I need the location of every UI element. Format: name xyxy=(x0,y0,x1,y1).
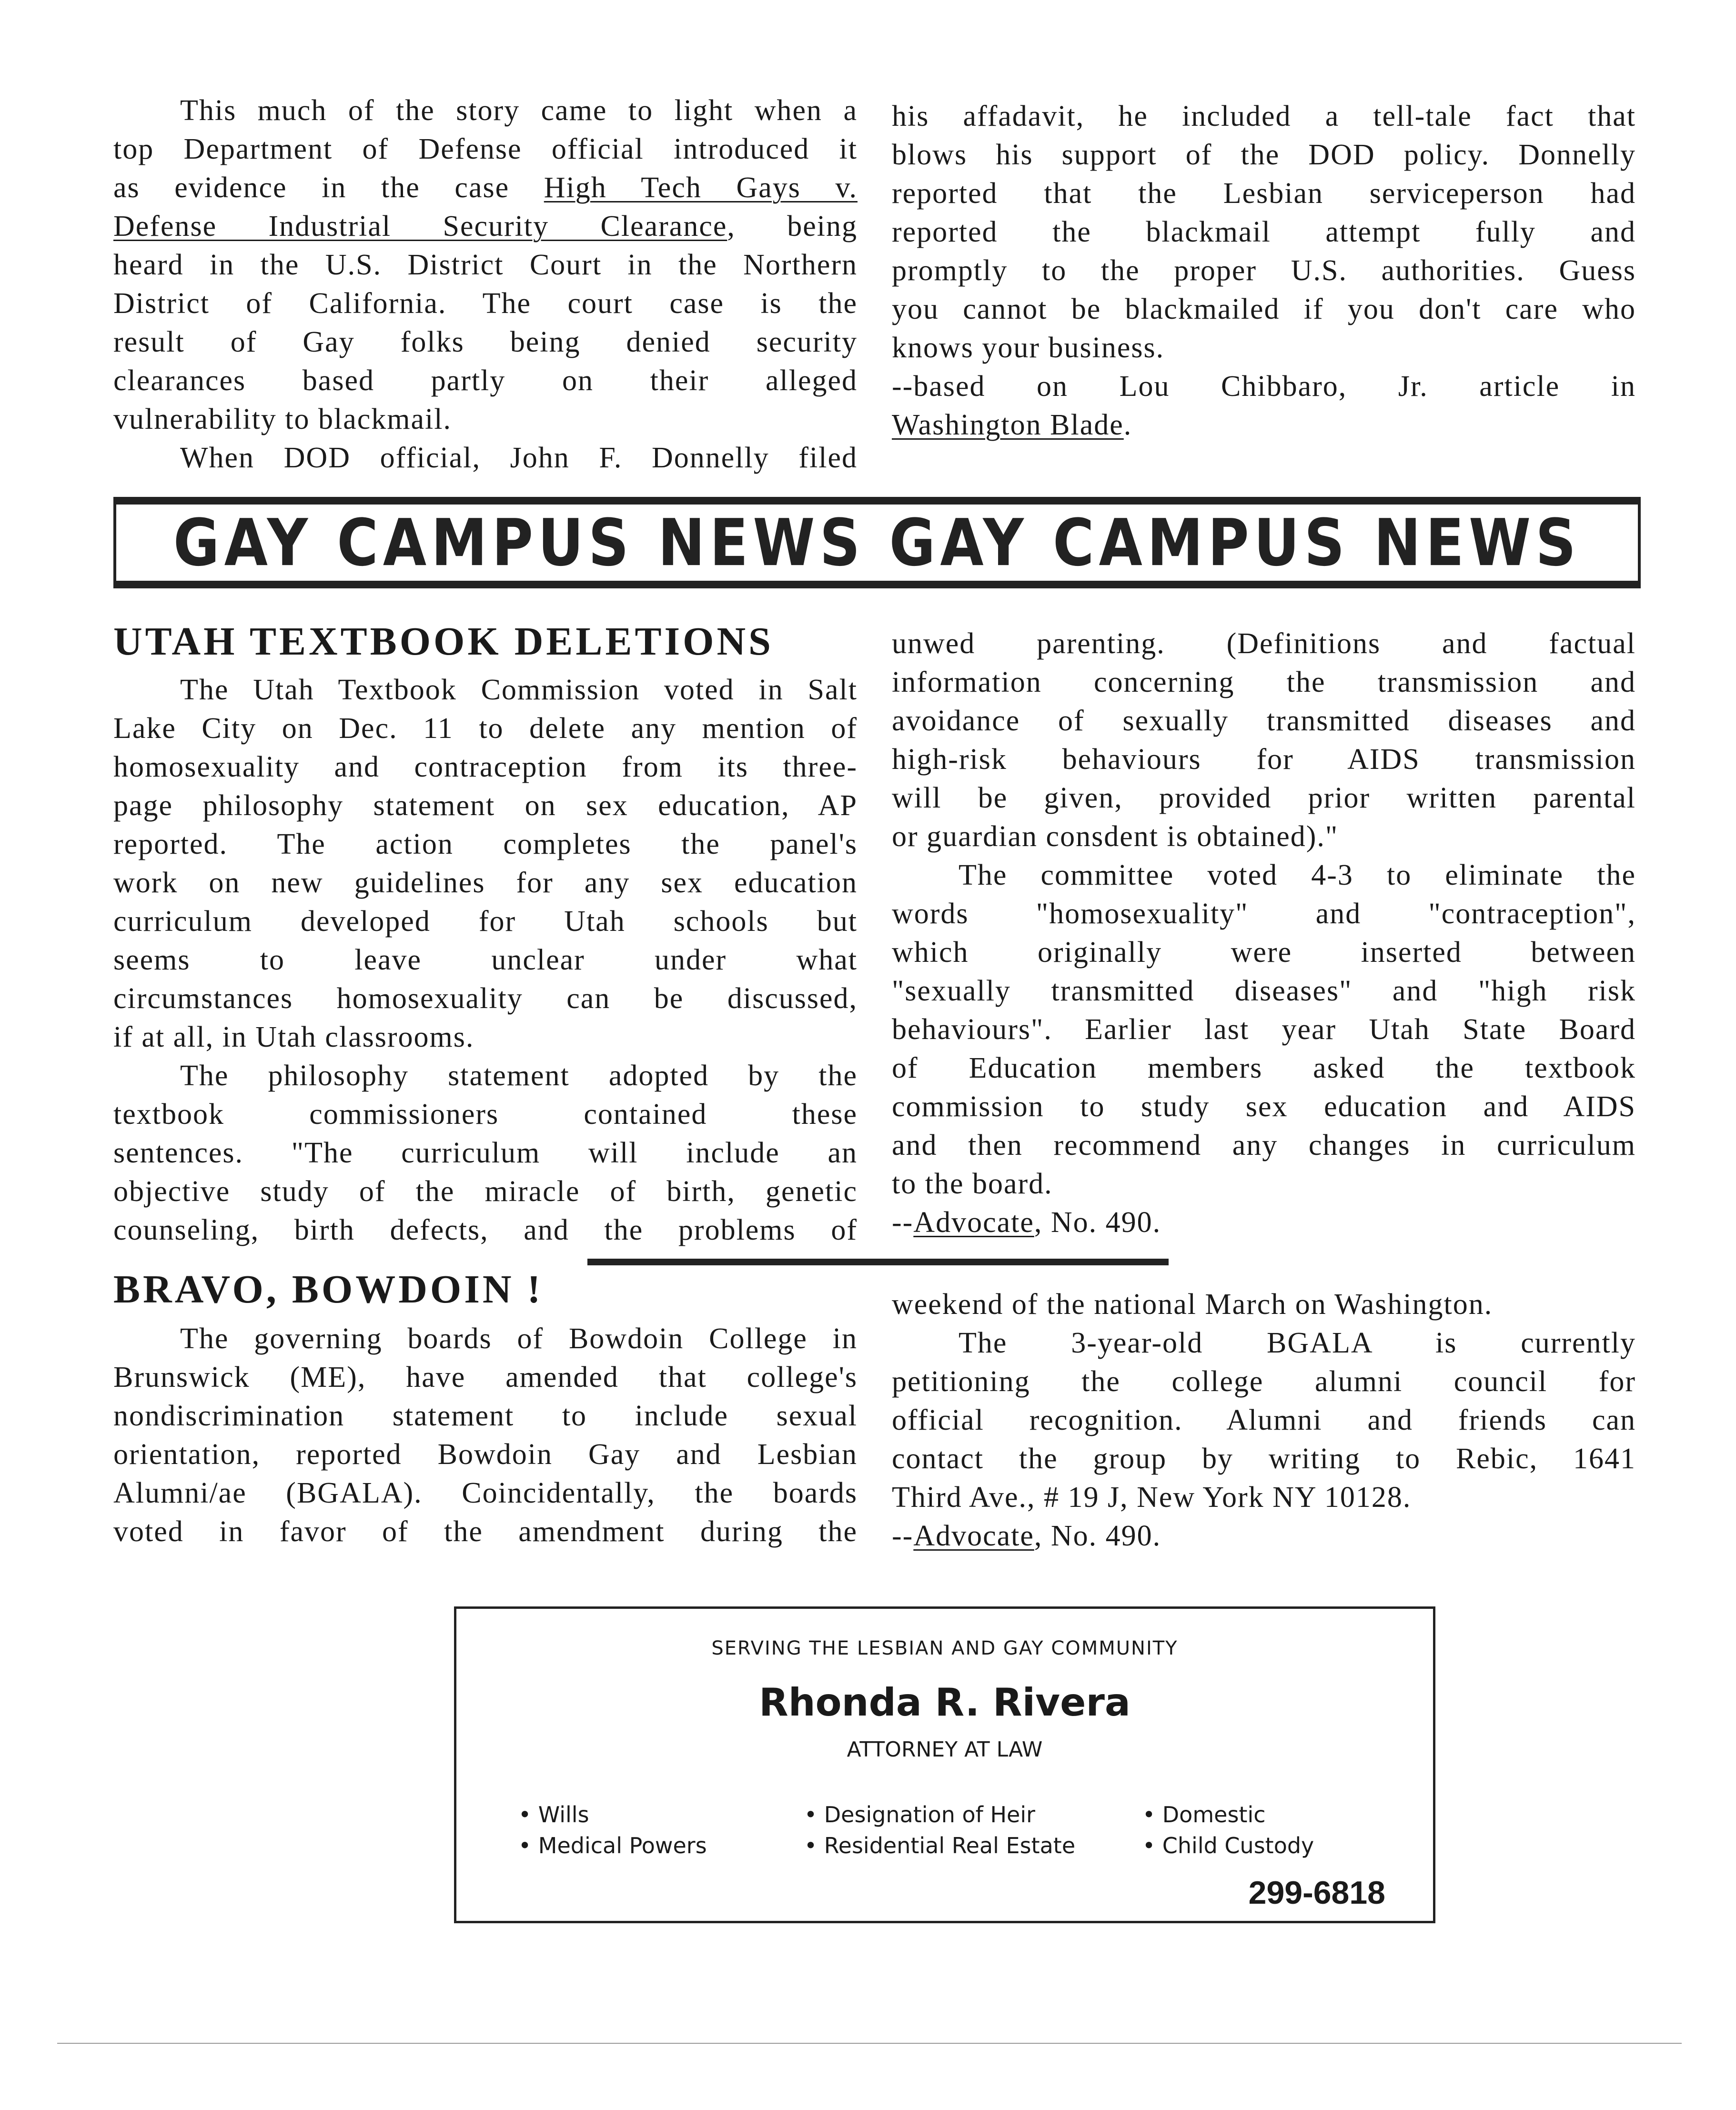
line-text: clearances based partly on their alleged xyxy=(113,364,858,397)
service-item xyxy=(804,1833,1075,1858)
service-item xyxy=(804,1802,1035,1827)
text-line xyxy=(113,902,858,941)
line-text: or guardian consdent is obtained)." xyxy=(892,820,1339,853)
service-label: Medical Powers xyxy=(538,1833,707,1858)
text-line xyxy=(892,1478,1636,1517)
text-line xyxy=(892,367,1636,406)
line-text: , being xyxy=(727,210,858,242)
line-text: avoidance of sexually transmitted diseases and xyxy=(892,705,1636,737)
text-line xyxy=(892,972,1636,1010)
service-label: Residential Real Estate xyxy=(824,1833,1076,1858)
text-line xyxy=(892,1285,1636,1324)
text-line xyxy=(892,702,1636,740)
top-story-right-column xyxy=(892,97,1636,444)
line-text: will be given, provided prior written parental xyxy=(892,782,1636,814)
line-text: behaviours". Earlier last year Utah State Board xyxy=(892,1013,1636,1046)
line-text: voted in favor of the amendment during the xyxy=(113,1515,858,1548)
line-text: result of Gay folks being denied security xyxy=(113,326,858,358)
text-line xyxy=(113,400,858,439)
text-line xyxy=(113,787,858,825)
service-label: Child Custody xyxy=(1162,1833,1314,1858)
text-line xyxy=(113,439,858,477)
line-text: The Utah Textbook Commission voted in Salt xyxy=(180,674,858,706)
text-line xyxy=(892,933,1636,972)
line-text: seems to leave unclear under what xyxy=(113,944,858,976)
text-line xyxy=(892,1517,1636,1555)
underlined-title: High Tech Gays v. xyxy=(544,172,858,204)
text-line xyxy=(113,941,858,979)
line-text: contact the group by writing to Rebic, 1641 xyxy=(892,1443,1636,1475)
underlined-title: Advocate xyxy=(913,1206,1034,1239)
line-text: words "homosexuality" and "contraception", xyxy=(892,898,1636,930)
line-text: The philosophy statement adopted by the xyxy=(180,1060,858,1092)
line-text: petitioning the college alumni council for xyxy=(892,1365,1636,1398)
text-line xyxy=(892,818,1636,856)
text-line xyxy=(892,895,1636,933)
line-text: "sexually transmitted diseases" and "high risk xyxy=(892,975,1636,1007)
line-text: knows your business. xyxy=(892,332,1165,364)
text-line xyxy=(113,246,858,284)
text-line xyxy=(892,663,1636,702)
line-text: . xyxy=(1123,409,1132,441)
page-bottom-line xyxy=(57,2043,1682,2044)
text-line xyxy=(113,1358,858,1397)
service-item xyxy=(518,1833,707,1858)
line-text: work on new guidelines for any sex education xyxy=(113,867,858,899)
text-line xyxy=(892,174,1636,213)
text-line xyxy=(113,207,858,246)
line-text: -- xyxy=(892,1520,914,1552)
line-text: Brunswick (ME), have amended that college's xyxy=(113,1361,858,1393)
text-line xyxy=(892,1126,1636,1165)
text-line xyxy=(113,748,858,787)
text-line xyxy=(892,1165,1636,1203)
utah-heading: UTAH TEXTBOOK DELETIONS xyxy=(113,619,774,664)
line-text: Third Ave., # 19 J, New York NY 10128. xyxy=(892,1481,1412,1514)
line-text: reported that the Lesbian serviceperson had xyxy=(892,177,1636,210)
service-item xyxy=(1142,1802,1266,1827)
text-line xyxy=(113,864,858,902)
text-line xyxy=(113,1474,858,1513)
text-line xyxy=(113,1320,858,1358)
line-text: official recognition. Alumni and friends can xyxy=(892,1404,1636,1436)
text-line xyxy=(892,779,1636,818)
line-text: , No. 490. xyxy=(1034,1206,1161,1239)
text-line xyxy=(113,284,858,323)
text-line xyxy=(113,323,858,362)
top-story-left-column xyxy=(113,91,858,477)
text-line xyxy=(113,91,858,130)
ad-title: ATTORNEY AT LAW xyxy=(847,1737,1043,1762)
text-line xyxy=(892,740,1636,779)
utah-left-column xyxy=(113,671,858,1250)
text-line xyxy=(892,290,1636,329)
line-text: counseling, birth defects, and the problems of xyxy=(113,1214,858,1246)
text-line xyxy=(113,169,858,207)
line-text: reported. The action completes the panel's xyxy=(113,828,858,860)
line-text: -- xyxy=(892,1206,914,1239)
line-text: weekend of the national March on Washington. xyxy=(892,1288,1493,1321)
text-line xyxy=(113,130,858,169)
bullet-icon: • xyxy=(518,1802,538,1827)
text-line xyxy=(892,1363,1636,1401)
service-label: Designation of Heir xyxy=(824,1802,1036,1827)
line-text: unwed parenting. (Definitions and factual xyxy=(892,627,1636,660)
text-line xyxy=(892,1324,1636,1363)
text-line xyxy=(113,362,858,400)
text-line xyxy=(892,1203,1636,1242)
text-line xyxy=(892,625,1636,663)
text-line xyxy=(113,1435,858,1474)
text-line xyxy=(892,1401,1636,1440)
text-line xyxy=(892,213,1636,252)
text-line xyxy=(892,252,1636,290)
text-line xyxy=(113,825,858,864)
bullet-icon: • xyxy=(1142,1833,1162,1858)
service-item xyxy=(518,1802,589,1827)
section-divider xyxy=(587,1259,1169,1265)
line-text: commission to study sex education and AIDS xyxy=(892,1090,1636,1123)
underlined-title: Defense Industrial Security Clearance xyxy=(113,210,727,242)
text-line xyxy=(892,136,1636,174)
text-line xyxy=(113,1134,858,1172)
text-line xyxy=(892,97,1636,136)
line-text: information concerning the transmission and xyxy=(892,666,1636,698)
line-text: nondiscrimination statement to include sexual xyxy=(113,1400,858,1432)
line-text: blows his support of the DOD policy. Donnelly xyxy=(892,139,1636,171)
line-text: curriculum developed for Utah schools but xyxy=(113,905,858,938)
text-line xyxy=(113,1397,858,1435)
text-line xyxy=(113,1018,858,1057)
text-line xyxy=(113,1172,858,1211)
line-text: of Education members asked the textbook xyxy=(892,1052,1636,1084)
line-text: page philosophy statement on sex education, AP xyxy=(113,789,858,822)
line-text: as evidence in the case xyxy=(113,172,544,204)
service-label: Wills xyxy=(538,1802,589,1827)
line-text: This much of the story came to light when a xyxy=(180,94,858,127)
text-line xyxy=(113,1057,858,1095)
text-line xyxy=(113,671,858,709)
line-text: top Department of Defense official introduced it xyxy=(113,133,858,165)
text-line xyxy=(892,1049,1636,1088)
service-label: Domestic xyxy=(1162,1802,1266,1827)
line-text: to the board. xyxy=(892,1168,1053,1200)
text-line xyxy=(892,1440,1636,1478)
service-item xyxy=(1142,1833,1314,1858)
line-text: textbook commissioners contained these xyxy=(113,1098,858,1131)
text-line xyxy=(892,406,1636,444)
text-line xyxy=(113,1095,858,1134)
text-line xyxy=(892,1010,1636,1049)
line-text: high-risk behaviours for AIDS transmission xyxy=(892,743,1636,776)
bullet-icon: • xyxy=(1142,1802,1162,1827)
line-text: The 3-year-old BGALA is currently xyxy=(959,1327,1636,1359)
banner-text: GAY CAMPUS NEWS GAY CAMPUS NEWS xyxy=(173,505,1581,581)
text-line xyxy=(113,979,858,1018)
line-text: District of California. The court case is the xyxy=(113,287,858,320)
line-text: promptly to the proper U.S. authorities. Guess xyxy=(892,254,1636,287)
line-text: Alumni/ae (BGALA). Coincidentally, the boards xyxy=(113,1477,858,1509)
ad-tagline: SERVING THE LESBIAN AND GAY COMMUNITY xyxy=(711,1637,1178,1659)
line-text: which originally were inserted between xyxy=(892,936,1636,969)
bowdoin-right-column xyxy=(892,1285,1636,1555)
line-text: his affadavit, he included a tell-tale fact that xyxy=(892,100,1636,132)
bullet-icon: • xyxy=(804,1802,824,1827)
line-text: The governing boards of Bowdoin College in xyxy=(180,1323,858,1355)
line-text: and then recommend any changes in curriculum xyxy=(892,1129,1636,1161)
bullet-icon: • xyxy=(804,1833,824,1858)
bowdoin-heading: BRAVO, BOWDOIN ! xyxy=(113,1267,544,1312)
text-line xyxy=(113,709,858,748)
text-line xyxy=(892,1088,1636,1126)
line-text: you cannot be blackmailed if you don't care who xyxy=(892,293,1636,325)
line-text: Lake City on Dec. 11 to delete any mention of xyxy=(113,712,858,745)
gay-campus-news-banner xyxy=(113,497,1641,588)
line-text: objective study of the miracle of birth, genetic xyxy=(113,1175,858,1208)
line-text: , No. 490. xyxy=(1034,1520,1161,1552)
text-line xyxy=(113,1211,858,1250)
line-text: if at all, in Utah classrooms. xyxy=(113,1021,474,1053)
line-text: When DOD official, John F. Donnelly filed xyxy=(180,442,858,474)
bowdoin-left-column xyxy=(113,1320,858,1551)
text-line xyxy=(113,1513,858,1551)
line-text: vulnerability to blackmail. xyxy=(113,403,452,435)
text-line xyxy=(892,329,1636,367)
ad-phone: 299-6818 xyxy=(1248,1875,1385,1911)
line-text: --based on Lou Chibbaro, Jr. article in xyxy=(892,370,1636,403)
ad-name: Rhonda R. Rivera xyxy=(759,1680,1130,1725)
bullet-icon: • xyxy=(518,1833,538,1858)
line-text: homosexuality and contraception from its three- xyxy=(113,751,858,783)
line-text: orientation, reported Bowdoin Gay and Lesbian xyxy=(113,1438,858,1471)
text-line xyxy=(892,856,1636,895)
line-text: heard in the U.S. District Court in the Northern xyxy=(113,249,858,281)
underlined-title: Advocate xyxy=(913,1520,1034,1552)
utah-right-column xyxy=(892,625,1636,1242)
line-text: sentences. "The curriculum will include an xyxy=(113,1137,858,1169)
attorney-advertisement xyxy=(454,1606,1435,1923)
line-text: reported the blackmail attempt fully and xyxy=(892,216,1636,248)
line-text: circumstances homosexuality can be discussed, xyxy=(113,982,858,1015)
line-text: The committee voted 4-3 to eliminate the xyxy=(959,859,1636,891)
underlined-title: Washington Blade xyxy=(892,409,1124,441)
